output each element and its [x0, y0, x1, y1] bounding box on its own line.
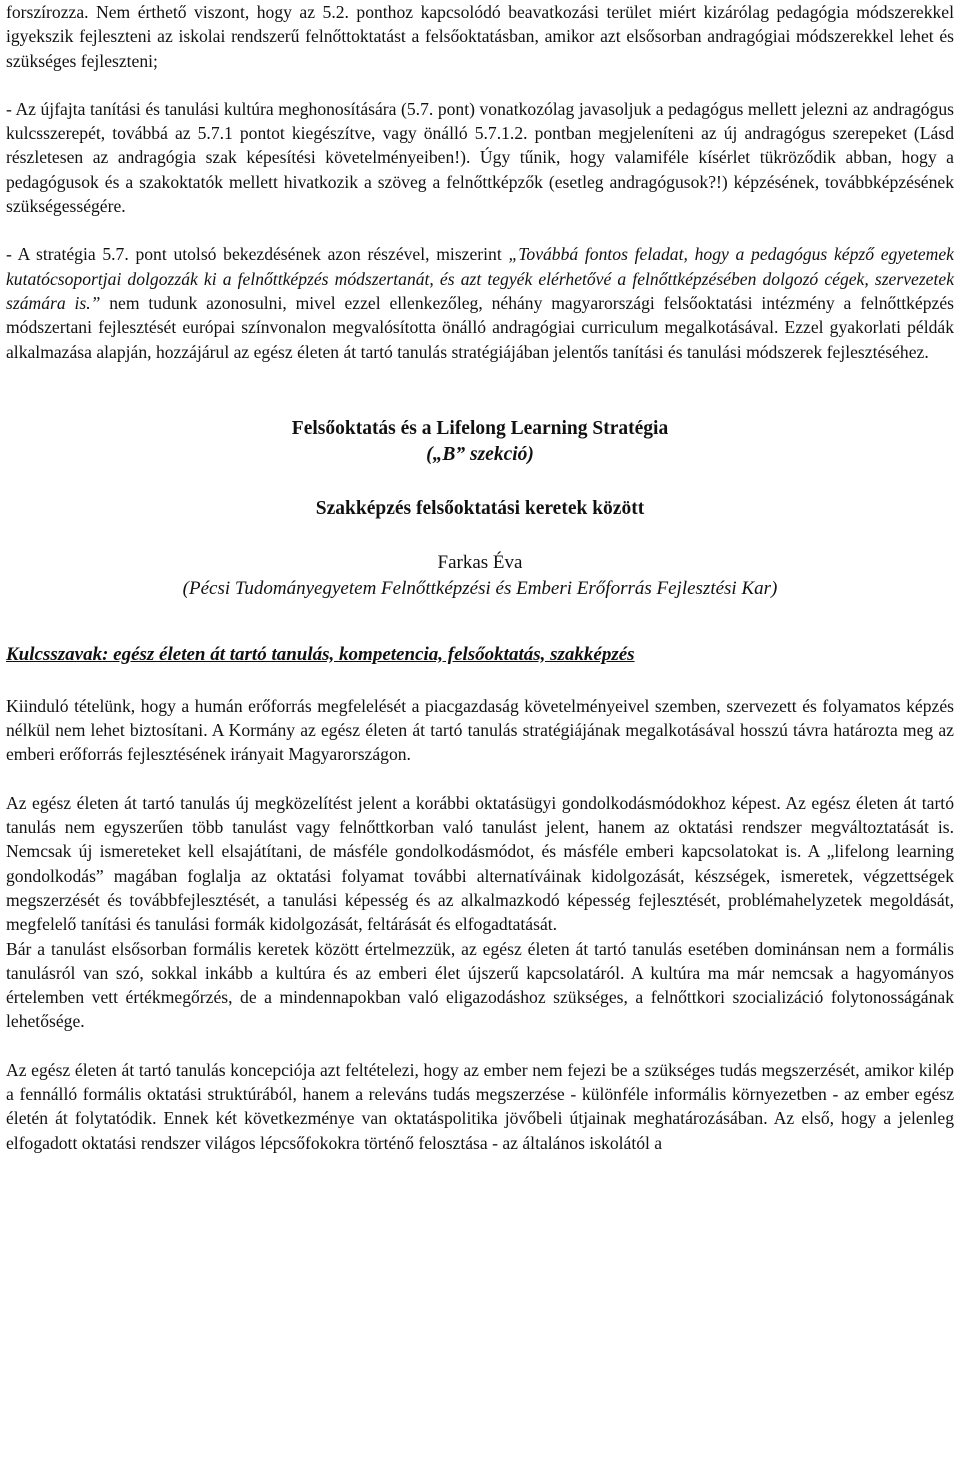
paragraph-top-3 — [6, 242, 954, 363]
paragraph-top-3-lead: - A stratégia 5.7. pont utolsó bekezdésének azon részével, miszerint — [6, 244, 509, 265]
spacer — [6, 767, 954, 791]
paragraph-top-2: - Az újfajta tanítási és tanulási kultúra meghonosítására (5.7. pont) vonatkozólag javasoljuk a pedagógus mellett jelezni az andragógus kulcsszerepét, továbbá az 5.7.1 pontot kiegészítve, vagy önálló 5.7.1.2. pontban megjeleníteni az új andragógus szerepeket (Lásd részletesen az andragógia szak képesítési követelményeiben!). Úgy tűnik, hogy valamiféle kísérlet tükröződik abban, hogy a pedagógusok és a szakoktatók mellett hivatkozik a szöveg a felnőttképzők (esetleg andragógusok?!) képzésének, továbbképzésének szükségességére. — [6, 98, 954, 217]
section-title: Szakképzés felsőoktatási keretek között — [315, 497, 645, 519]
section-label: („B” szekció) — [426, 443, 534, 465]
spacer — [6, 218, 954, 242]
document-title: Felsőoktatás és a Lifelong Learning Stratégia — [291, 417, 669, 439]
body-paragraph-4: Az egész életen át tartó tanulás koncepciója azt feltételezi, hogy az ember nem fejezi be a szükséges tudás megszerzését, amikor kilép a fennálló formális oktatási struktúrából, hanem a releváns tudás megszerzése - különféle informális környezetben - az ember egész életén át folytatódik. Ennek két következménye van oktatáspolitika jövőbeli útjainak meghatározásában. Az első, hogy a jelenleg elfogadott oktatási rendszer világos lépcsőfokokra történő felosztása - az általános iskolától a — [6, 1059, 954, 1153]
spacer — [6, 522, 954, 550]
body-paragraph-1: Kiinduló tételünk, hogy a humán erőforrás megfelelését a piacgazdaság követelményeivel szemben, szervezett és folyamatos képzés nélkül nem lehet biztosítani. A Kormány az egész életen át tartó tanulás stratégiájának megalkotásával hosszú távra határozta meg az emberi erőforrás fejlesztésének irányait Magyarországon. — [6, 695, 954, 765]
spacer — [6, 668, 954, 694]
paragraph-top-3-rest: nem tudunk azonosulni, mivel ezzel ellenkezőleg, néhány magyarországi felsőoktatási intézmény a felnőttképzés módszertani fejlesztését európai színvonalon megvalósította önálló andragógiai curriculum megalkotásával. Ezzel gyakorlati példák alkalmazása alapján, hozzájárul az egész életen át tartó tanulás stratégiájában jelentős tanítási és tanulási módszerek fejlesztéséhez. — [6, 292, 954, 362]
spacer — [6, 73, 954, 97]
spacer — [6, 602, 954, 642]
strategy-quote: „Továbbá fontos feladat, hogy a pedagógus képző egyetemek kutatócsoportjai dolgozzák ki a felnőttképzés módszertanát, és azt tegyék elérhetővé a felnőttképzésében dolgozó cégek, szervezetek számára is.” — [6, 244, 954, 313]
spacer — [6, 1034, 954, 1058]
spacer — [6, 364, 954, 416]
keywords: Kulcsszavak: egész életen át tartó tanulás, kompetencia, felsőoktatás, szakképzés — [6, 643, 635, 665]
author-affiliation: (Pécsi Tudományegyetem Felnőttképzési és Emberi Erőforrás Fejlesztési Kar) — [182, 577, 778, 599]
author-name: Farkas Éva — [437, 551, 523, 573]
spacer — [6, 468, 954, 496]
body-paragraph-3: Bár a tanulást elsősorban formális keretek között értelmezzük, az egész életen át tartó tanulás esetében dominánsan nem a formális tanulásról van szó, sokkal inkább a kultúra és az emberi élet újszerű kapcsolatáról. A kultúra ma már nemcsak a hagyományos értelemben vett értékmegőrzés, de a mindennapokban való eligazodáshoz szükséges, a felnőttkori szocializáció folytonosságának lehetősége. — [6, 938, 954, 1032]
body-paragraph-2: Az egész életen át tartó tanulás új megközelítést jelent a korábbi oktatásügyi gondolkodásmódokhoz képest. Az egész életen át tartó tanulás nem egyszerűen több tanulást vagy felnőttkorban való tanulást jelent, hanem az oktatási rendszer megváltoztatását is. Nemcsak új ismereteket kell elsajátítani, de másféle gondolkodásmódot, és másféle emberi kapcsolatokat is. A „lifelong learning gondolkodás” magában foglalja az oktatási folyamat további alternatíváinak kidolgozását, készségek, ismeretek, végzettségek megszerzését és továbbfejlesztését, a tanulási képesség és az alkalmazkodó képesség fejlesztését, problémahelyzetek megoldását, megfelelő tanítási és tanulási formák kidolgozását, feltárását és elfogadtatását. — [6, 792, 954, 935]
paragraph-top-1: forszírozza. Nem érthető viszont, hogy az 5.2. ponthoz kapcsolódó beavatkozási terület miért kizárólag pedagógia módszerekkel igyekszik fejleszteni az iskolai rendszerű felnőttoktatást a felsőoktatásban, amikor azt elsősorban andragógiai módszerekkel lehet és szükséges fejleszteni; — [6, 2, 954, 71]
